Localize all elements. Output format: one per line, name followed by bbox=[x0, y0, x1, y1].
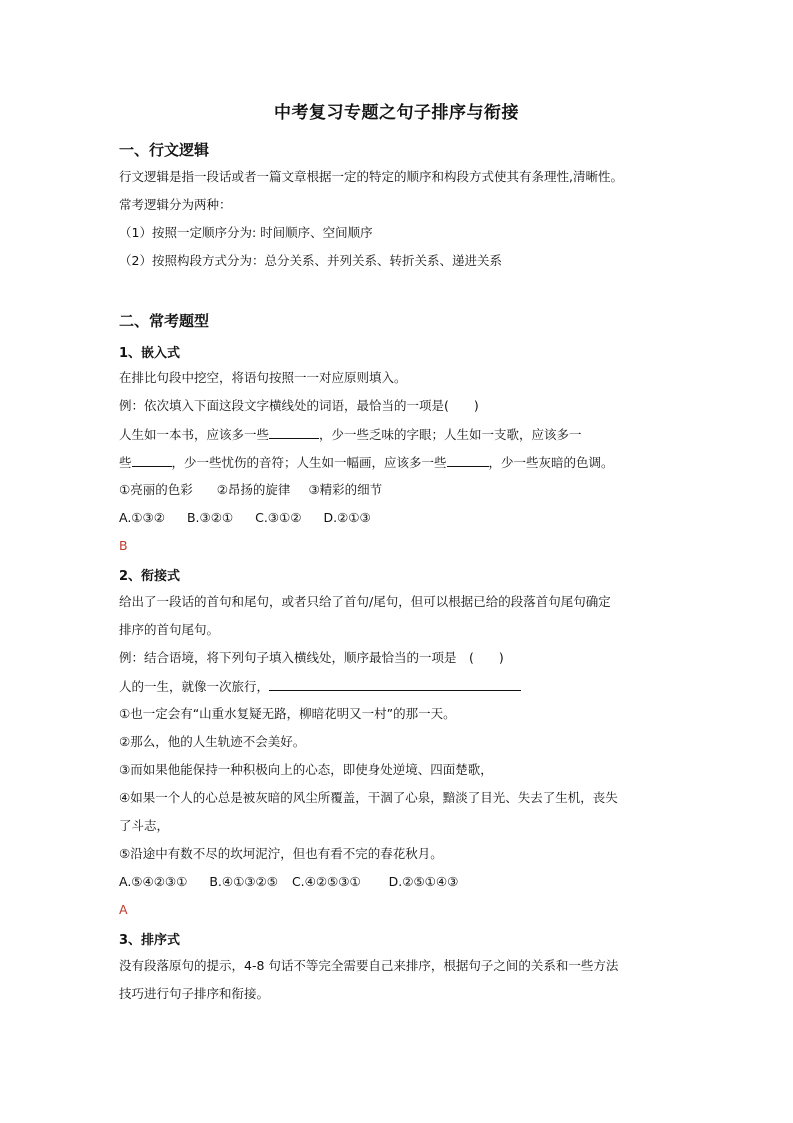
choice-d: D.②①③ bbox=[323, 510, 371, 525]
choice-a: A.⑤④②③① bbox=[119, 874, 188, 889]
type1-heading: 1、嵌入式 bbox=[119, 346, 181, 361]
type2-choices bbox=[119, 873, 458, 891]
type3-description-1: 没有段落原句的提示，4-8 句话不等完全需要自己来排序，根据句子之间的关系和一些方法 bbox=[119, 958, 619, 973]
stem-text: ，少一些乏味的字眼；人生如一支歌，应该多一 bbox=[319, 427, 582, 442]
page-title: 中考复习专题之句子排序与衔接 bbox=[274, 103, 519, 123]
type2-sentence-1: ①也一定会有“山重水复疑无路，柳暗花明又一村”的那一天。 bbox=[119, 706, 456, 721]
type2-description-2: 排序的首句尾句。 bbox=[119, 622, 220, 637]
type2-stem bbox=[119, 677, 521, 696]
choice-a: A.①③② bbox=[119, 510, 165, 525]
type2-heading: 2、衔接式 bbox=[119, 569, 181, 584]
type3-description-2: 技巧进行句子排序和衔接。 bbox=[119, 986, 270, 1001]
type1-description: 在排比句段中挖空，将语句按照一一对应原则填入。 bbox=[119, 370, 407, 385]
stem-text: 些 bbox=[119, 455, 132, 470]
option-1: ①亮丽的色彩 bbox=[119, 482, 193, 497]
blank-line bbox=[447, 453, 489, 467]
stem-text: ，少一些忧伤的音符；人生如一幅画，应该多一些 bbox=[171, 455, 447, 470]
blank-line bbox=[269, 677, 521, 691]
type2-answer: A bbox=[119, 902, 128, 917]
choice-b: B.④①③②⑤ bbox=[209, 874, 278, 889]
choice-d: D.②⑤①④③ bbox=[388, 874, 459, 889]
type1-stem-line-1 bbox=[119, 425, 582, 444]
option-2: ②昂扬的旋律 bbox=[216, 482, 291, 497]
type2-sentence-5: ⑤沿途中有数不尽的坎坷泥泞，但也有看不完的春花秋月。 bbox=[119, 846, 443, 861]
section1-paragraph-1: 行文逻辑是指一段话或者一篇文章根据一定的特定的顺序和构段方式使其有条理性,清晰性。 bbox=[119, 169, 623, 184]
type1-answer: B bbox=[119, 538, 128, 553]
type2-example: 例：结合语境，将下列句子填入横线处，顺序最恰当的一项是 ( ) bbox=[119, 650, 504, 665]
stem-text: ，少一些灰暗的色调。 bbox=[488, 455, 614, 470]
section1-item-2: （2）按照构段方式分为：总分关系、并列关系、转折关系、递进关系 bbox=[119, 253, 502, 268]
stem-text: 人生如一本书，应该多一些 bbox=[119, 427, 270, 442]
blank-line bbox=[132, 453, 172, 467]
type2-description-1: 给出了一段话的首句和尾句，或者只给了首句/尾句，但可以根据已给的段落首句尾句确定 bbox=[119, 594, 611, 609]
type2-sentence-2: ②那么，他的人生轨迹不会美好。 bbox=[119, 734, 306, 749]
type2-sentence-4: ④如果一个人的心总是被灰暗的风尘所覆盖，干涸了心泉，黯淡了目光、失去了生机，丧失 bbox=[119, 790, 618, 805]
type1-example: 例：依次填入下面这段文字横线处的词语，最恰当的一项是( ) bbox=[119, 398, 479, 413]
section1-heading: 一、行文逻辑 bbox=[119, 141, 210, 159]
type3-heading: 3、排序式 bbox=[119, 933, 181, 948]
type1-options bbox=[119, 481, 382, 499]
type2-sentence-3: ③而如果他能保持一种积极向上的心态，即使身处逆境、四面楚歌， bbox=[119, 762, 493, 777]
section1-item-1: （1）按照一定顺序分为: 时间顺序、空间顺序 bbox=[119, 225, 373, 240]
section1-paragraph-2: 常考逻辑分为两种： bbox=[119, 197, 232, 212]
stem-text: 人的一生，就像一次旅行， bbox=[119, 679, 270, 694]
section2-heading: 二、常考题型 bbox=[119, 312, 210, 330]
option-3: ③精彩的细节 bbox=[308, 482, 383, 497]
choice-c: C.④②⑤③① bbox=[291, 874, 361, 889]
choice-b: B.③②① bbox=[186, 510, 234, 525]
type1-choices bbox=[119, 509, 371, 527]
type1-stem-line-2 bbox=[119, 453, 614, 472]
type2-sentence-4-cont: 了斗志， bbox=[119, 818, 170, 833]
blank-line bbox=[269, 425, 319, 439]
choice-c: C.③①② bbox=[255, 510, 302, 525]
